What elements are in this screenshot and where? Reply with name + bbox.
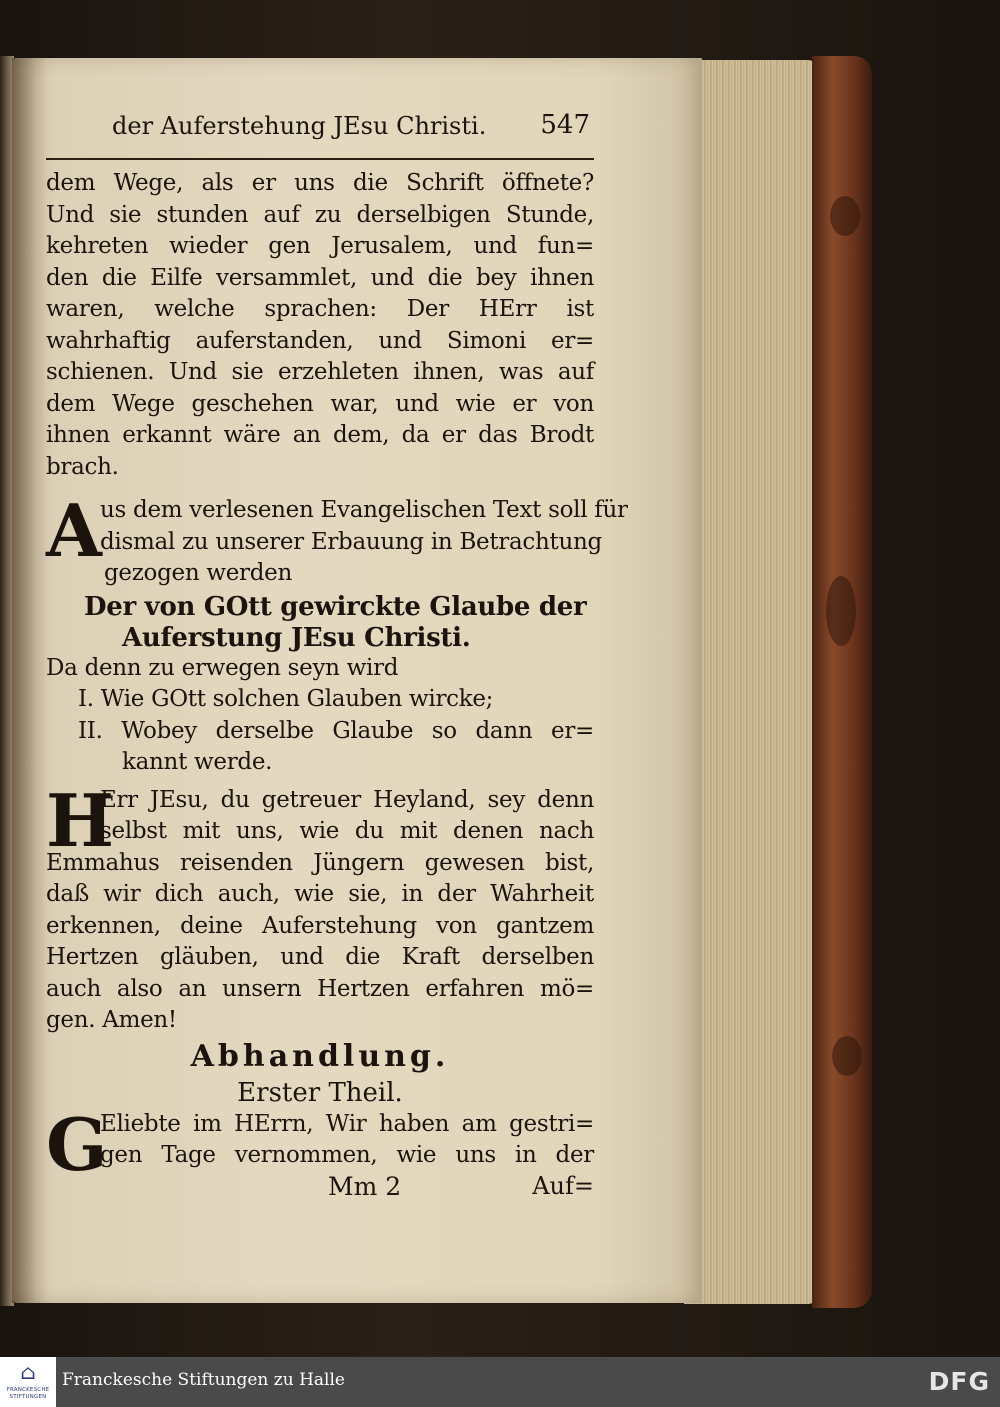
signature-line <box>46 1172 594 1204</box>
text-line: gen Tage vernommen, wie uns in der <box>100 1142 594 1168</box>
text-line: dem Wege, als er uns die Schrift öffnete? <box>46 170 594 196</box>
text-line: daß wir dich auch, wie sie, in der Wahrheit <box>46 881 594 907</box>
text-line: dismal zu unserer Erbauung in Betrachtung <box>100 528 602 555</box>
drop-cap-initial: A <box>46 488 102 573</box>
text-line: Hertzen gläuben, und die Kraft derselben <box>46 944 594 970</box>
text-line: dem Wege geschehen war, und wie er von <box>46 390 594 417</box>
text-line: erkennen, deine Auferstehung von gantzem <box>46 912 594 939</box>
division-point: I. Wie GOtt solchen Glauben wircke; <box>78 686 494 712</box>
text-line: brach. <box>46 453 119 480</box>
text-line: den die Eilfe versammlet, und die bey ihnen <box>46 264 594 291</box>
text-line: waren, welche sprachen: Der HErr ist <box>46 296 594 322</box>
sermon-theme-line: Auferstung JEsu Christi. <box>122 623 471 653</box>
running-head <box>46 108 594 152</box>
running-head-title: der Auferstehung JEsu Christi. <box>112 112 487 140</box>
logo-text: FRANCKESCHE STIFTUNGEN <box>6 1387 50 1400</box>
page-text <box>46 108 628 1204</box>
drop-cap-initial: G <box>46 1101 108 1187</box>
text-line: selbst mit uns, wie du mit denen nach <box>100 818 594 844</box>
viewer-footer <box>0 1357 1000 1407</box>
catchword: Auf= <box>532 1171 594 1200</box>
leather-cover <box>812 56 872 1308</box>
head-rule <box>46 158 594 160</box>
text-line: gezogen werden <box>104 560 292 586</box>
page-stack-edge <box>684 60 818 1304</box>
page-gutter <box>12 58 46 1303</box>
page-number: 547 <box>540 110 590 140</box>
text-line: ihnen erkannt wäre an dem, da er das Brodt <box>46 422 594 448</box>
orphanage-building-icon: ⌂ <box>20 1360 36 1384</box>
text-line: auch also an unsern Hertzen erfahren mö= <box>46 975 594 1002</box>
division-point: II. Wobey derselbe Glaube so dann er= <box>78 717 594 744</box>
sermon-theme-line: Der von GOtt gewirckte Glaube der <box>84 591 587 622</box>
text-line: Eliebte im HErrn, Wir haben am gestri= <box>100 1110 594 1137</box>
text-line: gen. Amen! <box>46 1007 177 1033</box>
division-intro: Da denn zu erwegen seyn wird <box>46 654 399 681</box>
institution-logo[interactable] <box>0 1357 56 1407</box>
division-point-continued: kannt werde. <box>122 749 273 775</box>
text-line: Emmahus reisenden Jüngern gewesen bist, <box>46 849 594 876</box>
scripture-passage <box>46 168 594 483</box>
text-line: wahrhaftig auferstanden, und Simoni er= <box>46 327 594 354</box>
prayer-paragraph <box>46 777 594 1037</box>
dfg-logo[interactable]: DFG <box>928 1367 990 1396</box>
text-line: us dem verlesenen Evangelischen Text soll für <box>100 497 628 523</box>
treatise-heading: Abhandlung. <box>190 1038 450 1074</box>
text-line: schienen. Und sie erzehleten ihnen, was auf <box>46 359 594 385</box>
text-line: Und sie stunden auf zu derselbigen Stunde, <box>46 201 594 228</box>
part-heading: Erster Theil. <box>237 1077 403 1108</box>
text-line: kehreten wieder gen Jerusalem, und fun= <box>46 233 594 259</box>
drop-cap-initial: H <box>46 777 115 863</box>
text-line: Err JEsu, du getreuer Heyland, sey denn <box>100 786 594 813</box>
intro-paragraph <box>46 488 628 590</box>
signature-mark: Mm 2 <box>328 1171 402 1201</box>
institution-name[interactable]: Franckesche Stiftungen zu Halle <box>62 1370 345 1390</box>
